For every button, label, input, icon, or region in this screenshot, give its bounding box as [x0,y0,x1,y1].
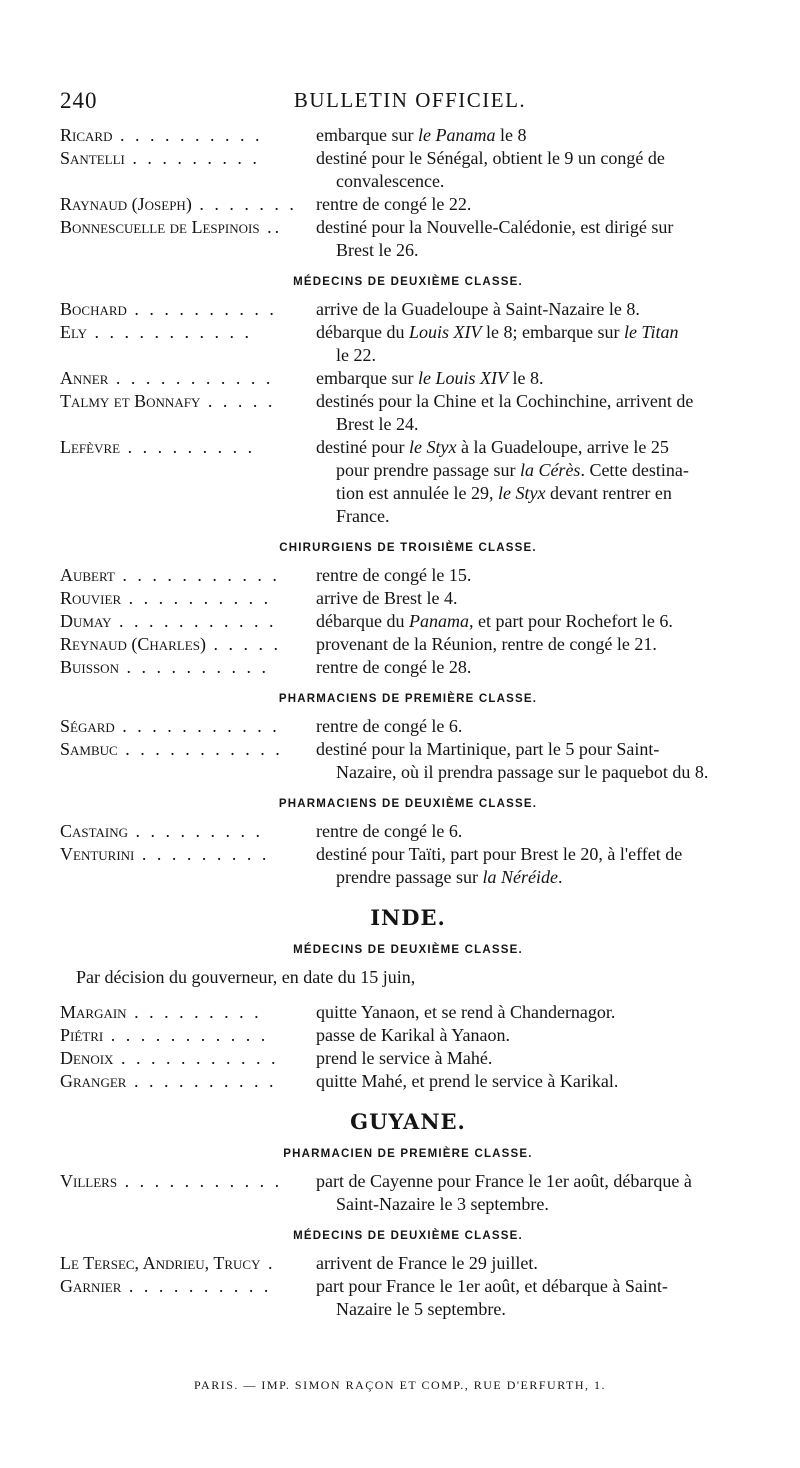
entry-name-cell [60,1001,312,1024]
personnel-entry [60,610,756,633]
description-line: Brest le 26. [336,240,419,260]
description-line: arrive de la Guadeloupe à Saint-Nazaire le 8. [316,299,640,319]
entry-name-cell [60,633,312,656]
entry-name-cell [60,564,312,587]
leader-dots: . . . . . . . . . . . [103,1025,269,1045]
person-name: Castaing [60,821,129,841]
description-line: convalescence. [336,171,445,191]
personnel-entry [60,1024,756,1047]
page-header [60,88,760,118]
person-name: Raynaud (Joseph) [60,194,192,214]
personnel-entry [60,656,756,679]
person-name: Granger [60,1071,127,1091]
description-line: prend le service à Mahé. [316,1048,493,1068]
description-line: Nazaire, où il prendra passage sur le paquebot du 8. [336,762,709,782]
person-name: Lefèvre [60,437,121,457]
leader-dots: . . . . . . . . . . . [113,1048,279,1068]
leader-dots: . . . . . . . . . [128,821,264,841]
personnel-entry [60,124,756,147]
entry-description [312,193,756,216]
entry-name-cell [60,298,312,321]
leader-dots: . . . . . . . . . [124,148,260,168]
entry-name-cell [60,656,312,679]
personnel-entry [60,1252,756,1275]
entry-description [312,367,756,390]
leader-dots: . . . . . . . . . . . [117,739,283,759]
entry-name-cell [60,738,312,784]
person-name: Garnier [60,1276,122,1296]
person-name: Le Tersec, Andrieu, Trucy [60,1253,261,1273]
entry-name-cell [60,193,312,216]
entry-description [312,564,756,587]
running-title: BULLETIN OFFICIEL. [293,88,527,112]
entry-name-cell [60,1170,312,1216]
person-name: Rouvier [60,588,122,608]
personnel-entry [60,1070,756,1093]
entry-description [312,587,756,610]
printer-imprint: PARIS. — IMP. SIMON RAÇON ET COMP., RUE D'ERFURTH, 1. [193,1378,606,1392]
description-line: rentre de congé le 6. [316,716,463,736]
description-line: destiné pour la Nouvelle-Calédonie, est dirigé sur [316,217,674,237]
description-line: Brest le 24. [336,414,419,434]
entry-name-cell [60,1047,312,1070]
personnel-entry [60,147,756,193]
description-line: rentre de congé le 28. [316,657,472,677]
entry-name-cell [60,1252,312,1275]
person-name: Ricard [60,125,113,145]
entry-description [312,436,756,528]
personnel-entry [60,738,756,784]
section-heading: PHARMACIEN DE PREMIÈRE CLASSE. [283,1148,533,1160]
personnel-entry [60,564,756,587]
description-line: rentre de congé le 6. [316,821,463,841]
entry-name-cell [60,436,312,528]
personnel-entry [60,390,756,436]
entry-description [312,1001,756,1024]
person-name: Piétri [60,1025,104,1045]
description-line: provenant de la Réunion, rentre de congé le 21. [316,634,657,654]
leader-dots: . . . . . [205,634,281,654]
description-line: part pour France le 1er août, et débarque à Saint- [316,1276,668,1296]
description-line: destiné pour le Sénégal, obtient le 9 un congé de [316,148,665,168]
entry-name-cell [60,820,312,843]
personnel-entry [60,367,756,390]
description-line: Nazaire le 5 septembre. [336,1299,506,1319]
personnel-entry [60,216,756,262]
description-line: destinés pour la Chine et la Cochinchine, arrivent de [316,391,694,411]
section-heading: MÉDECINS DE DEUXIÈME CLASSE. [293,944,523,956]
person-name: Sambuc [60,739,118,759]
entry-description [312,1024,756,1047]
personnel-entry [60,633,756,656]
personnel-entry [60,587,756,610]
entry-description [312,321,756,367]
description-line: tion est annulée le 29, le Styx devant rentrer en [336,483,672,503]
personnel-entry [60,1047,756,1070]
description-line: rentre de congé le 15. [316,565,472,585]
person-name: Villers [60,1171,118,1191]
leader-dots: . . . . . . . . . [134,844,270,864]
entry-name-cell [60,587,312,610]
entry-description [312,1070,756,1093]
entry-name-cell [60,147,312,193]
personnel-entry [60,193,756,216]
personnel-entry [60,715,756,738]
leader-dots: . . . . . [200,391,276,411]
description-line: destiné pour le Styx à la Guadeloupe, arrive le 25 [316,437,669,457]
personnel-entry [60,843,756,889]
person-name: Venturini [60,844,135,864]
description-line: arrive de Brest le 4. [316,588,458,608]
description-line: arrivent de France le 29 juillet. [316,1253,538,1273]
person-name: Buisson [60,657,119,677]
person-name: Dumay [60,611,112,631]
entry-description [312,298,756,321]
person-name: Anner [60,368,109,388]
description-line: débarque du Louis XIV le 8; embarque sur le Titan [316,322,679,342]
leader-dots: . . . . . . . . . . . [114,716,280,736]
person-name: Bonnescuelle de Lespinois [60,217,260,237]
section-heading: PHARMACIENS DE PREMIÈRE CLASSE. [278,693,538,705]
leader-dots: . . . . . . . . . [126,1002,262,1022]
entry-name-cell [60,610,312,633]
leader-dots: . . . . . . . . . . . [108,368,274,388]
intro-paragraph: Par décision du gouverneur, en date du 15 juin, [76,967,416,987]
description-line: destiné pour la Martinique, part le 5 pour Saint- [316,739,660,759]
entry-name-cell [60,124,312,147]
entry-description [312,738,756,784]
entry-description [312,843,756,889]
leader-dots: . . . . . . . . . . [112,125,263,145]
entry-name-cell [60,1275,312,1321]
entry-description [312,1047,756,1070]
person-name: Ségard [60,716,115,736]
entry-description [312,1252,756,1275]
entry-description [312,715,756,738]
description-line: le 22. [336,345,376,365]
document-body [60,124,756,1321]
leader-dots: . . . . . . . . . [120,437,256,457]
person-name: Reynaud (Charles) [60,634,206,654]
description-line: passe de Karikal à Yanaon. [316,1025,510,1045]
description-line: part de Cayenne pour France le 1er août, débarque à [316,1171,692,1191]
description-line: destiné pour Taïti, part pour Brest le 20, à l'effet de [316,844,683,864]
person-name: Margain [60,1002,127,1022]
entry-description [312,1275,756,1321]
entry-name-cell [60,715,312,738]
entry-name-cell [60,216,312,262]
leader-dots: . . . . . . . . . . [126,1071,277,1091]
entry-name-cell [60,1024,312,1047]
leader-dots: . . . . . . . . . . . [117,1171,283,1191]
leader-dots: . . . . . . . . . . [121,1276,272,1296]
section-heading: MÉDECINS DE DEUXIÈME CLASSE. [293,1230,523,1242]
section-heading: PHARMACIENS DE DEUXIÈME CLASSE. [278,798,538,810]
region-heading: GUYANE. [350,1109,466,1134]
leader-dots: . . . . . . . . . . . [111,611,277,631]
description-line: Saint-Nazaire le 3 septembre. [336,1194,549,1214]
description-line: quitte Mahé, et prend le service à Karikal. [316,1071,619,1091]
section-heading: CHIRURGIENS DE TROISIÈME CLASSE. [279,542,537,554]
entry-description [312,124,756,147]
leader-dots: . . . . . . . . . . [118,657,269,677]
entry-description [312,390,756,436]
page-number: 240 [60,88,98,113]
description-line: rentre de congé le 22. [316,194,472,214]
personnel-entry [60,1275,756,1321]
entry-description [312,1170,756,1216]
description-line: embarque sur le Panama le 8 [316,125,527,145]
entry-description [312,610,756,633]
entry-name-cell [60,843,312,889]
description-line: embarque sur le Louis XIV le 8. [316,368,544,388]
personnel-entry [60,1170,756,1216]
personnel-entry [60,321,756,367]
entry-description [312,633,756,656]
leader-dots: . . . . . . . . . . [126,299,277,319]
region-heading: INDE. [370,905,446,930]
description-line: France. [336,506,390,526]
person-name: Santelli [60,148,125,168]
entry-description [312,656,756,679]
leader-dots: . . . . . . . . . . . [114,565,280,585]
person-name: Aubert [60,565,115,585]
description-line: débarque du Panama, et part pour Rochefort le 6. [316,611,673,631]
description-line: pour prendre passage sur la Cérès. Cette destina- [336,460,689,480]
person-name: Bochard [60,299,127,319]
entry-name-cell [60,1070,312,1093]
entry-name-cell [60,321,312,367]
section-heading: MÉDECINS DE DEUXIÈME CLASSE. [293,276,523,288]
leader-dots: . . . . . . . . . . . [87,322,253,342]
personnel-entry [60,1001,756,1024]
entry-description [312,216,756,262]
personnel-entry [60,820,756,843]
description-line: prendre passage sur la Néréide. [336,867,563,887]
leader-dots: . . . . . . . . . . [121,588,272,608]
person-name: Denoix [60,1048,114,1068]
entry-description [312,147,756,193]
leader-dots: .. [259,217,283,237]
person-name: Talmy et Bonnafy [60,391,201,411]
description-line: quitte Yanaon, et se rend à Chandernagor. [316,1002,616,1022]
entry-description [312,820,756,843]
entry-name-cell [60,367,312,390]
leader-dots: . . . . . . . [191,194,297,214]
entry-name-cell [60,390,312,436]
person-name: Ely [60,322,88,342]
leader-dots: . [260,1253,276,1273]
personnel-entry [60,436,756,528]
personnel-entry [60,298,756,321]
